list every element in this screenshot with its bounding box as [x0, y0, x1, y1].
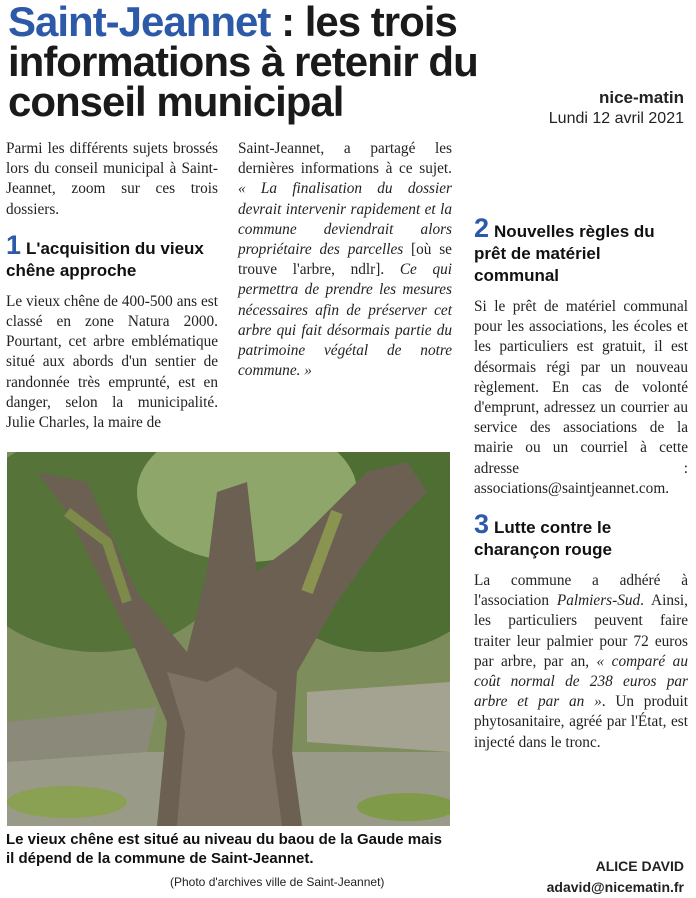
- section-1-paragraph: Le vieux chêne de 400-500 ans est classé en zone Natura 2000. Pourtant, cet arbre emblématique situé aux abords d'un sentier de randonnée très emprunté, est en danger, selon la municipalité. Julie Charles, la maire de: [6, 292, 219, 432]
- column-1: [6, 139, 218, 437]
- photo-credit: (Photo d'archives ville de Saint-Jeannet): [170, 875, 385, 889]
- section-3-title: Lutte contre le charançon rouge: [474, 518, 612, 560]
- section-3-text-b: . Ainsi, les particuliers peuvent faire traiter leur palmier pour 72 euros par arbre, par an,: [474, 592, 688, 670]
- author-email[interactable]: adavid@nicematin.fr: [546, 879, 684, 895]
- byline: [547, 856, 684, 898]
- intro-paragraph: Parmi les différents sujets brossés lors du conseil municipal à Saint-Jeannet, zoom sur ces trois dossiers.: [6, 140, 218, 218]
- section-3-quote: « comparé au coût normal de 238 euros par arbre et par an »: [474, 652, 688, 711]
- headline-place: Saint-Jeannet: [8, 0, 271, 45]
- section-1-title: L'acquisition du vieux chêne approche: [6, 238, 204, 280]
- photo-caption: Le vieux chêne est situé au niveau du baou de la Gaude mais il dépend de la commune de Saint-Jeannet.: [6, 831, 442, 867]
- newspaper-brand: nice-matin: [598, 88, 684, 107]
- section-3-text-a: La commune a adhéré à l'association: [474, 572, 688, 610]
- section-3-paragraph: [474, 571, 688, 753]
- section-1-heading: [6, 229, 218, 282]
- section-3-number: 3: [474, 509, 490, 540]
- section-3-text-c: . Un produit phytosanitaire, agréé par l'État, est injecté dans le tronc.: [474, 693, 688, 751]
- association-name: Palmiers-Sud: [556, 592, 641, 610]
- column-3: [474, 139, 688, 757]
- publication-date: Lundi 12 avril 2021: [548, 110, 684, 127]
- headline: [8, 0, 598, 125]
- section-1-paragraph-continued: Saint-Jeannet, a partagé les dernières informations à ce sujet. « La finalisation du dossier devrait intervenir rapidement et la commune deviendrait alors propriétaire des parcelles [où se trouve l'arbre, ndlr]. Ce qui permettra de prendre les mesures nécessaires afin de préserver cet arbre qui fait désormais partie du patrimoine végétal de notre commune. »: [238, 140, 453, 380]
- section-3-heading: [474, 509, 688, 561]
- section-2-paragraph: Si le prêt de matériel communal pour les associations, les écoles et les particuliers est gratuit, il est désormais régi par un nouveau règlement. En cas de volonté d'emprunt, adressez un courrier au service des associations de la mairie ou un courriel à cette adresse : associations@saintjeannet.com.: [474, 298, 688, 497]
- author-name: ALICE DAVID: [595, 858, 684, 874]
- column-2: [238, 139, 452, 385]
- section-1-number: 1: [6, 229, 22, 260]
- headline-rest: : les trois informations à retenir du conseil municipal: [8, 0, 478, 125]
- section-2-heading: [474, 213, 688, 287]
- oak-tree-photo: [7, 452, 450, 826]
- section-2-number: 2: [474, 213, 490, 243]
- section-2-title: Nouvelles règles du prêt de matériel communal: [474, 222, 655, 285]
